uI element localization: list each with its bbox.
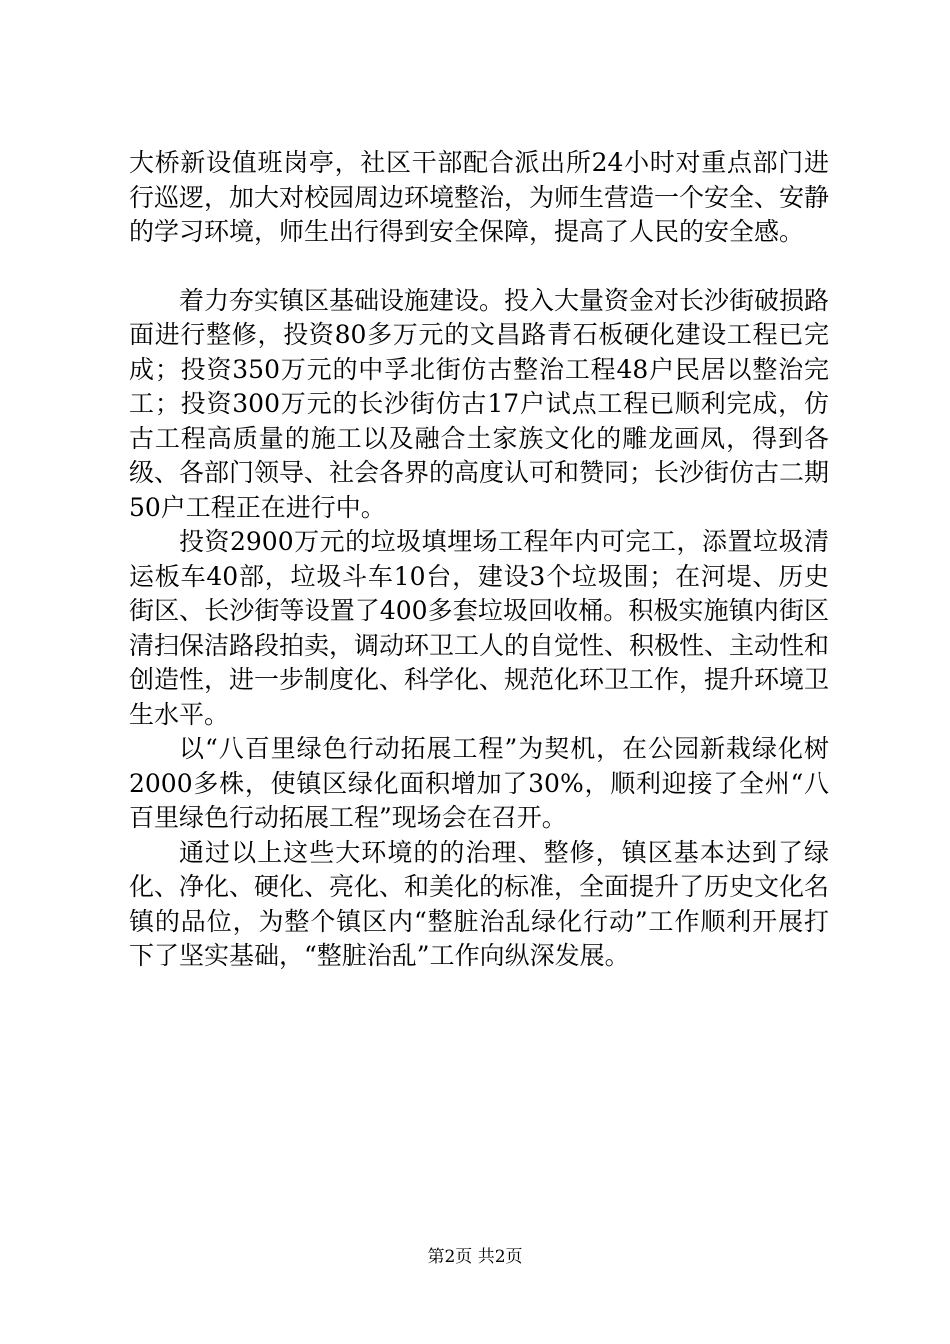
paragraph-summary: 通过以上这些大环境的的治理、整修，镇区基本达到了绿化、净化、硬化、亮化、和美化的标准，全面提升了历史文化名镇的品位，为整个镇区内“整脏治乱绿化行动”工作顺利开展打下了坚实基础，“整脏治乱”工作向纵深发展。 — [129, 837, 830, 970]
paragraph-continuation: 大桥新设值班岗亭，社区干部配合派出所24小时对重点部门进行巡逻，加大对校园周边环境整治，为师生营造一个安全、安静的学习环境，师生出行得到安全保障，提高了人民的安全感。 — [129, 148, 830, 246]
page-number-footer: 第2页 共2页 — [427, 1247, 523, 1267]
paragraph-greening: 以“八百里绿色行动拓展工程”为契机，在公园新栽绿化树2000多株，使镇区绿化面积增加了30%，顺利迎接了全州“八百里绿色行动拓展工程”现场会在召开。 — [129, 734, 829, 832]
document-body — [129, 146, 829, 974]
paragraph-sanitation: 投资2900万元的垃圾填埋场工程年内可完工，添置垃圾清运板车40部，垃圾斗车10台，建设3个垃圾围；在河堤、历史街区、长沙街等设置了400多套垃圾回收桶。积极实施镇内街区清扫保洁路段拍卖，调动环卫工人的自觉性、积极性、主动性和创造性，进一步制度化、科学化、规范化环卫工作，提升环境卫生水平。 — [129, 527, 830, 729]
paragraph-infrastructure: 着力夯实镇区基础设施建设。投入大量资金对长沙街破损路面进行整修，投资80多万元的文昌路青石板硬化建设工程已完成；投资350万元的中孚北街仿古整治工程48户民居以整治完工；投资300万元的长沙街仿古17户试点工程已顺利完成，仿古工程高质量的施工以及融合土家族文化的雕龙画凤，得到各级、各部门领导、社会各界的高度认可和赞同；长沙街仿古二期50户工程正在进行中。 — [129, 285, 830, 522]
paragraph-gap — [129, 250, 829, 284]
